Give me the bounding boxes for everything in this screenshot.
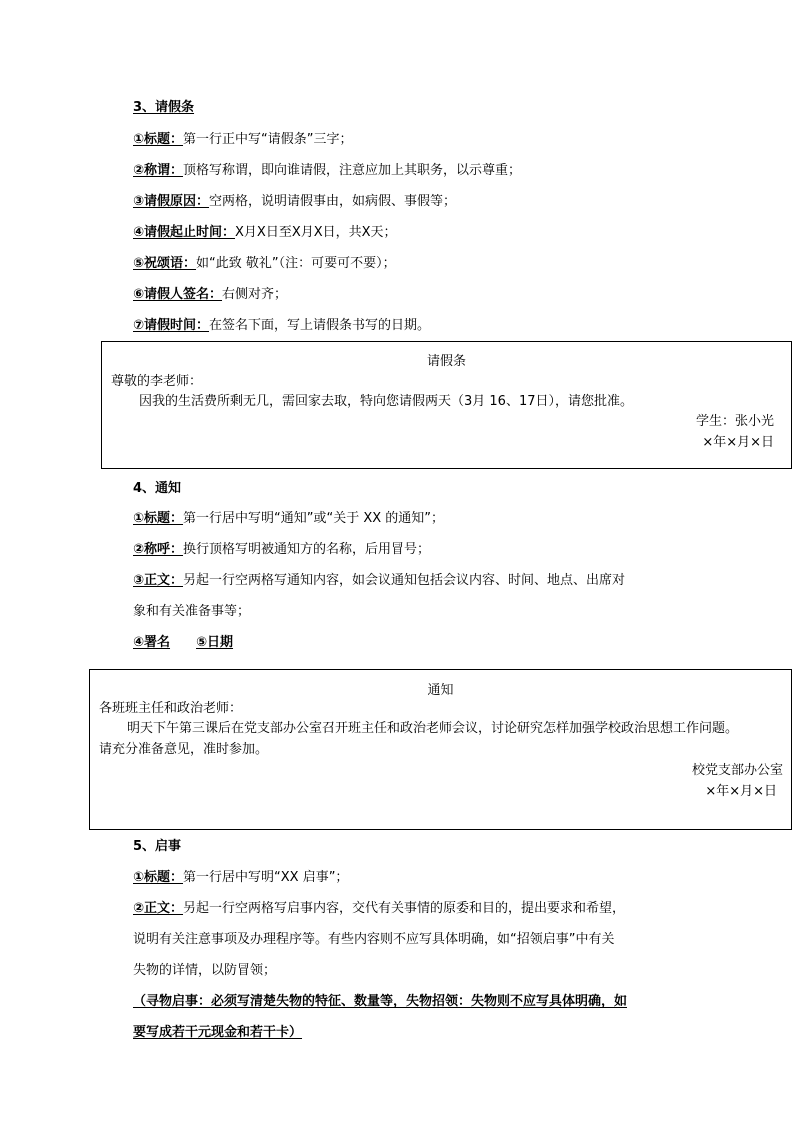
example-signature: 学生：张小光	[695, 414, 774, 429]
item-label: ②正文：	[133, 901, 184, 916]
item-text: 第一行正中写“请假条”三字；	[183, 132, 353, 147]
leave-item-4	[133, 224, 397, 242]
item-label: ②称谓：	[133, 163, 184, 178]
item-text: 顶格写称谓，即向谁请假，注意应加上其职务，以示尊重；	[183, 163, 522, 178]
item-text: X月X日至X月X日，共X天；	[235, 225, 397, 240]
example-body-line-2: 请充分准备意见，准时参加。	[99, 742, 269, 757]
item-label: ①标题：	[133, 870, 184, 885]
notice-item-4-5	[133, 634, 233, 652]
item-text: 在签名下面，写上请假条书写的日期。	[209, 318, 431, 333]
notice-ad-note-line-2: 要写成若干元现金和若干卡）	[133, 1025, 303, 1040]
notice-ad-item-2-cont-2: 失物的详情，以防冒领；	[133, 963, 277, 978]
section-4-heading: 4、通知	[133, 481, 182, 496]
notice-ad-note-line-1: （寻物启事：必须写清楚失物的特征、数量等，失物招领：失物则不应写具体明确，如	[133, 994, 628, 1009]
item-label: ①标题：	[133, 511, 184, 526]
item-text: 第一行居中写明“通知”或“关于 XX 的通知”；	[183, 511, 445, 526]
item-label: ③正文：	[133, 573, 184, 588]
example-title: 通知	[427, 683, 454, 698]
notice-item-3-cont: 象和有关准备事等；	[133, 604, 251, 619]
item-label: ⑥请假人签名：	[133, 287, 223, 302]
leave-note-example	[101, 341, 792, 469]
notice-ad-item-2-cont-1: 说明有关注意事项及办理程序等。有些内容则不应写具体明确，如“招领启事”中有关	[133, 932, 615, 947]
leave-item-3	[133, 193, 456, 211]
example-title: 请假条	[426, 354, 466, 369]
item-text: 空两格，说明请假事由，如病假、事假等；	[209, 194, 457, 209]
item-text: 另起一行空两格写启事内容，交代有关事情的原委和目的，提出要求和希望，	[183, 901, 626, 916]
item-label: ⑦请假时间：	[133, 318, 210, 333]
section-5-heading: 5、启事	[133, 839, 182, 854]
notice-example	[89, 669, 792, 830]
item-text: 换行顶格写明被通知方的名称，后用冒号；	[183, 542, 431, 557]
section-3-heading: 3、请假条	[133, 100, 195, 115]
item-label: ①标题：	[133, 132, 184, 147]
item-text: 另起一行空两格写通知内容，如会议通知包括会议内容、时间、地点、出席对	[183, 573, 626, 588]
notice-item-3	[133, 572, 625, 590]
item-label: ③请假原因：	[133, 194, 210, 209]
item-text: 如“此致 敬礼”（注：可要可不要）；	[196, 256, 396, 271]
example-body-line-1: 明天下午第三课后在党支部办公室召开班主任和政治老师会议，讨论研究怎样加强学校政治思想工作问题。	[127, 721, 739, 736]
item-label-date: ⑤日期	[196, 635, 234, 650]
item-text: 第一行居中写明“XX 启事”；	[183, 870, 349, 885]
example-date: ×年×月×日	[702, 435, 774, 450]
notice-ad-item-2	[133, 900, 625, 918]
leave-item-5	[133, 255, 396, 273]
notice-item-2	[133, 541, 430, 559]
example-salutation: 各班班主任和政治老师：	[99, 701, 243, 716]
leave-item-6	[133, 286, 287, 304]
item-label-signature: ④署名	[133, 635, 171, 650]
item-label: ②称呼：	[133, 542, 184, 557]
leave-item-1	[133, 131, 353, 149]
notice-item-1	[133, 510, 444, 528]
example-date: ×年×月×日	[705, 784, 777, 799]
example-body: 因我的生活费所剩无几，需回家去取，特向您请假两天（3月 16、17日），请您批准。	[139, 394, 633, 409]
item-text: 右侧对齐；	[222, 287, 288, 302]
leave-item-2	[133, 162, 521, 180]
leave-item-7	[133, 317, 430, 335]
item-label: ⑤祝颂语：	[133, 256, 197, 271]
example-signature: 校党支部办公室	[691, 763, 783, 778]
example-salutation: 尊敬的李老师：	[111, 374, 203, 389]
notice-ad-item-1	[133, 869, 348, 887]
item-label: ④请假起止时间：	[133, 225, 236, 240]
